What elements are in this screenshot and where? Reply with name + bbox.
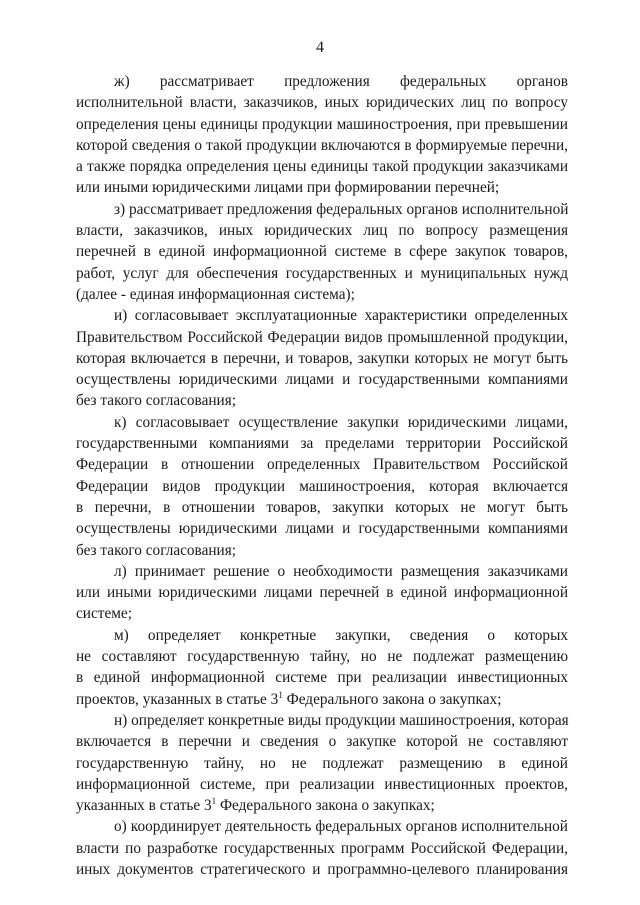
text-line: информационной системе, при реализации инвестиционных проектов, [76, 775, 568, 793]
text-line: к) согласовывает осуществление закупки юридическими лицами, [114, 413, 568, 431]
text-line: определения цены единицы продукции машиностроения, при превышении [76, 115, 568, 133]
superscript: 1 [211, 796, 217, 806]
text-line-with-superscript [76, 689, 568, 710]
paragraph-o [76, 816, 568, 880]
text-line: исполнительной власти, заказчиков, иных юридических лиц по вопросу [76, 94, 568, 112]
paragraph-k [76, 412, 568, 561]
text-line: без такого согласования; [76, 392, 237, 410]
text-line: без такого согласования; [76, 541, 237, 559]
superscript: 1 [278, 689, 283, 700]
text-fragment: проектов, указанных в статье 3 [76, 690, 279, 708]
text-line: которой сведения о такой продукции включаются в формируемые перечни, [76, 136, 568, 154]
text-line: (далее - единая информационная система); [76, 285, 355, 303]
paragraph-zh [76, 71, 568, 199]
text-line: системе; [76, 605, 132, 623]
text-line: иных документов стратегического и программно-целевого планирования [76, 860, 568, 878]
text-line: включается в перечни и сведения о закупке которой не составляют [76, 733, 568, 751]
text-line: ж) рассматривает предложения федеральных органов [114, 73, 568, 90]
text-line: государственную тайну, но не подлежат размещению в единой [76, 754, 568, 772]
text-line: которая включается в перечни, и товаров, закупки которых не могут быть [76, 349, 568, 367]
text-fragment: указанных в статье 3 [76, 797, 212, 815]
text-line: а также порядка определения цены единицы такой продукции заказчиками [76, 158, 568, 176]
text-line: з) рассматривает предложения федеральных органов исполнительной [114, 200, 569, 218]
text-line: в единой информационной системе при реализации инвестиционных [76, 669, 568, 687]
text-line: власти по разработке государственных программ Российской Федерации, [76, 839, 568, 857]
text-line: осуществлены юридическими лицами и государственными компаниями [76, 371, 568, 389]
text-line: или иными юридическими лицами перечней в единой информационной [76, 584, 568, 602]
text-line: перечней в единой информационной системе в сфере закупок товаров, [76, 243, 568, 261]
paragraph-i [76, 305, 568, 411]
text-line: работ, услуг для обеспечения государственных и муниципальных нужд [76, 264, 568, 282]
paragraph-z [76, 199, 568, 305]
text-line: Правительством Российской Федерации видов промышленной продукции, [76, 328, 568, 346]
text-line: о) координирует деятельность федеральных органов исполнительной [114, 818, 568, 836]
text-line: н) определяет конкретные виды продукции машиностроения, которая [114, 711, 569, 729]
document-body [76, 71, 568, 880]
paragraph-l [76, 561, 568, 625]
text-line: не составляют государственную тайну, но не подлежат размещению [76, 648, 568, 666]
text-line: осуществлены юридическими лицами и государственными компаниями [76, 520, 568, 538]
text-fragment: Федерального закона о закупках; [216, 797, 435, 815]
text-line: м) определяет конкретные закупки, сведения о которых [114, 626, 568, 644]
paragraph-m [76, 625, 568, 710]
text-line: Федерации в отношении определенных Правительством Российской [76, 456, 568, 474]
text-line: власти, заказчиков, иных юридических лиц по вопросу размещения [76, 222, 568, 240]
text-line: в перечни, в отношении товаров, закупки которых не могут быть [76, 498, 568, 516]
text-line: Федерации видов продукции машиностроения, которая включается [76, 477, 568, 495]
text-line-with-superscript [76, 795, 568, 816]
text-line: государственными компаниями за пределами территории Российской [76, 435, 568, 453]
text-line: л) принимает решение о необходимости размещения заказчиками [114, 562, 568, 580]
text-fragment: Федерального закона о закупках; [282, 690, 502, 708]
text-line: и) согласовывает эксплуатационные характеристики определенных [114, 307, 568, 325]
paragraph-n [76, 710, 568, 816]
page-number: 4 [316, 39, 324, 56]
text-line: или иными юридическими лицами при формировании перечней; [76, 179, 500, 197]
